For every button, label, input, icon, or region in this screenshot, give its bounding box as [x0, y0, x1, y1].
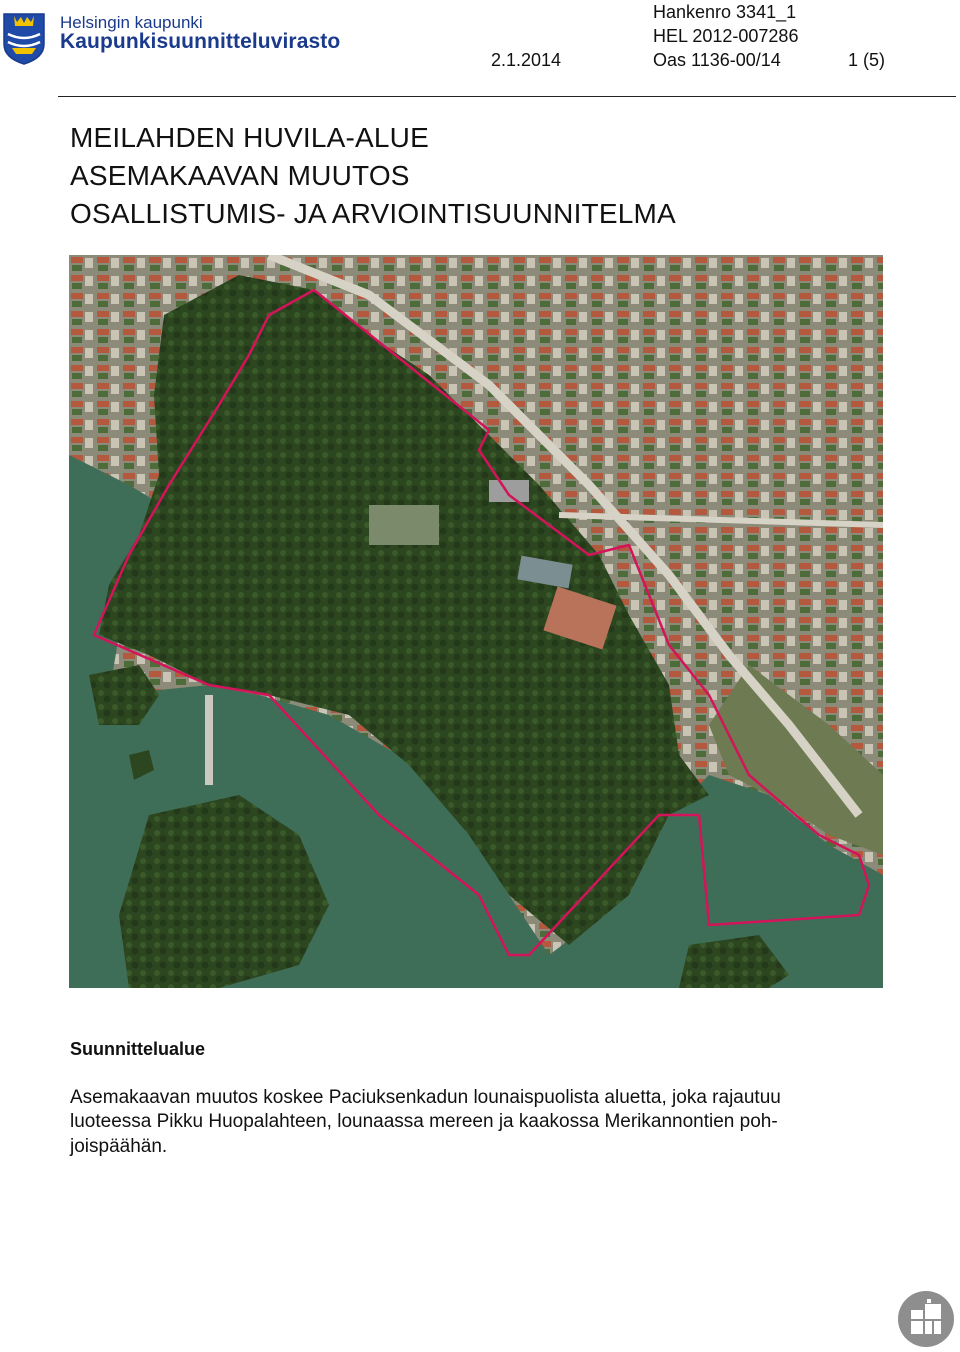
section-heading: Suunnittelualue [70, 1039, 205, 1059]
organization-name: Helsingin kaupunki [60, 13, 203, 32]
case-number: Hankenro 3341_1 [653, 2, 797, 22]
page-number: 1 (5) [848, 50, 886, 70]
document-date: 2.1.2014 [491, 50, 562, 70]
department-name: Kaupunkisuunnitteluvirasto [60, 30, 341, 53]
body-text-line-3: joispäähän. [70, 1136, 168, 1157]
body-text-line-1: Asemakaavan muutos koskee Paciuksenkadun lounaispuolista aluetta, joka rajautuu [70, 1087, 781, 1108]
header-divider [58, 96, 956, 97]
body-text-line-2: luoteessa Pikku Huopalahteen, lounaassa mereen ja kaakossa Merikannontien poh- [70, 1111, 778, 1132]
aerial-map-image [69, 255, 883, 988]
oas-number: Oas 1136-00/14 [653, 50, 781, 70]
aerial-map [69, 255, 883, 988]
document-grid-icon[interactable] [897, 1290, 955, 1348]
document-title-line-1: MEILAHDEN HUVILA-ALUE [70, 122, 429, 153]
registry-number: HEL 2012-007286 [653, 26, 799, 46]
document-title-line-3: OSALLISTUMIS- JA ARVIOINTISUUNNITELMA [70, 198, 676, 229]
helsinki-crest-icon [2, 12, 46, 66]
document-title-line-2: ASEMAKAAVAN MUUTOS [70, 160, 410, 191]
